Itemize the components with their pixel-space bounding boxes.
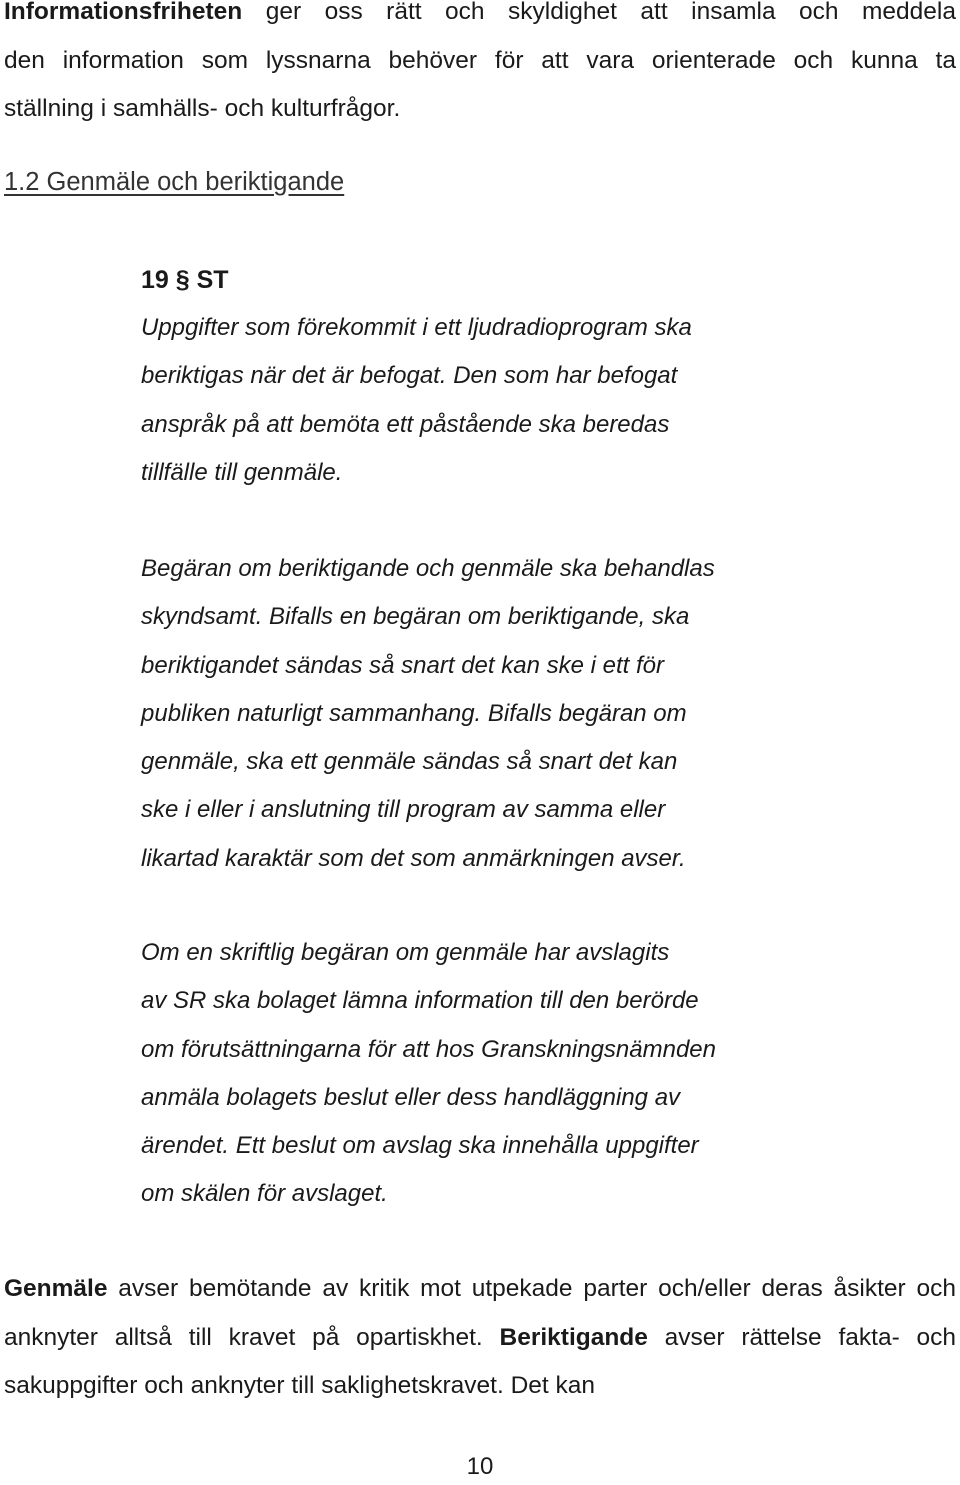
quote-line: publiken naturligt sammanhang. Bifalls begäran om: [141, 699, 687, 727]
quote-line: av SR ska bolaget lämna information till den berörde: [141, 987, 699, 1015]
quote-line: skyndsamt. Bifalls en begäran om beriktigande, ska: [141, 603, 690, 631]
term-genmale: Genmäle: [4, 1275, 108, 1302]
intro-paragraph: [4, 0, 956, 134]
quote-paragraph-3: [141, 929, 821, 1219]
paragraph-reference: 19 § ST: [141, 266, 229, 294]
quote-paragraph-1: [141, 304, 821, 497]
quote-line: Begäran om beriktigande och genmäle ska behandlas: [141, 555, 715, 582]
intro-line-2: den information som lyssnarna behöver för att vara orienterade och kunna ta: [4, 46, 956, 74]
quote-line: Uppgifter som förekommit i ett ljudradioprogram ska: [141, 314, 692, 341]
quote-line: Om en skriftlig begäran om genmäle har avslagits: [141, 939, 670, 966]
quote-line: ärendet. Ett beslut om avslag ska innehålla uppgifter: [141, 1132, 699, 1160]
quote-line: anspråk på att bemöta ett påstående ska beredas: [141, 410, 670, 438]
intro-line-1: Informationsfriheten ger oss rätt och skyldighet att insamla och meddela: [4, 0, 956, 25]
quote-line: genmäle, ska ett genmäle sändas så snart det kan: [141, 748, 678, 776]
quote-line: beriktigandet sändas så snart det kan ske i ett för: [141, 651, 664, 679]
quote-line: tillfälle till genmäle.: [141, 458, 343, 486]
definitions-paragraph: Genmäle avser bemötande av kritik mot utpekade parter och/eller deras åsikter och anknyter alltså till kravet på opartiskhet. Beriktigande avser rättelse fakta- och sakuppgifter och anknyter till saklighetskravet. Det kan: [4, 1275, 956, 1399]
term-beriktigande: Beriktigande: [499, 1323, 648, 1351]
quote-line: ske i eller i anslutning till program av samma eller: [141, 796, 666, 824]
quote-line: anmäla bolagets beslut eller dess handläggning av: [141, 1083, 681, 1111]
quote-line: likartad karaktär som det som anmärkningen avser.: [141, 844, 686, 872]
section-heading: 1.2 Genmäle och beriktigande: [4, 168, 345, 196]
intro-term: Informationsfriheten: [4, 0, 243, 25]
page-number: 10: [466, 1453, 494, 1480]
quote-paragraph-2: [141, 545, 821, 883]
intro-line-3: ställning i samhälls- och kulturfrågor.: [4, 95, 401, 122]
quote-line: beriktigas när det är befogat. Den som har befogat: [141, 362, 678, 390]
quote-line: om förutsättningarna för att hos Granskningsnämnden: [141, 1035, 716, 1063]
quote-line: om skälen för avslaget.: [141, 1180, 388, 1208]
